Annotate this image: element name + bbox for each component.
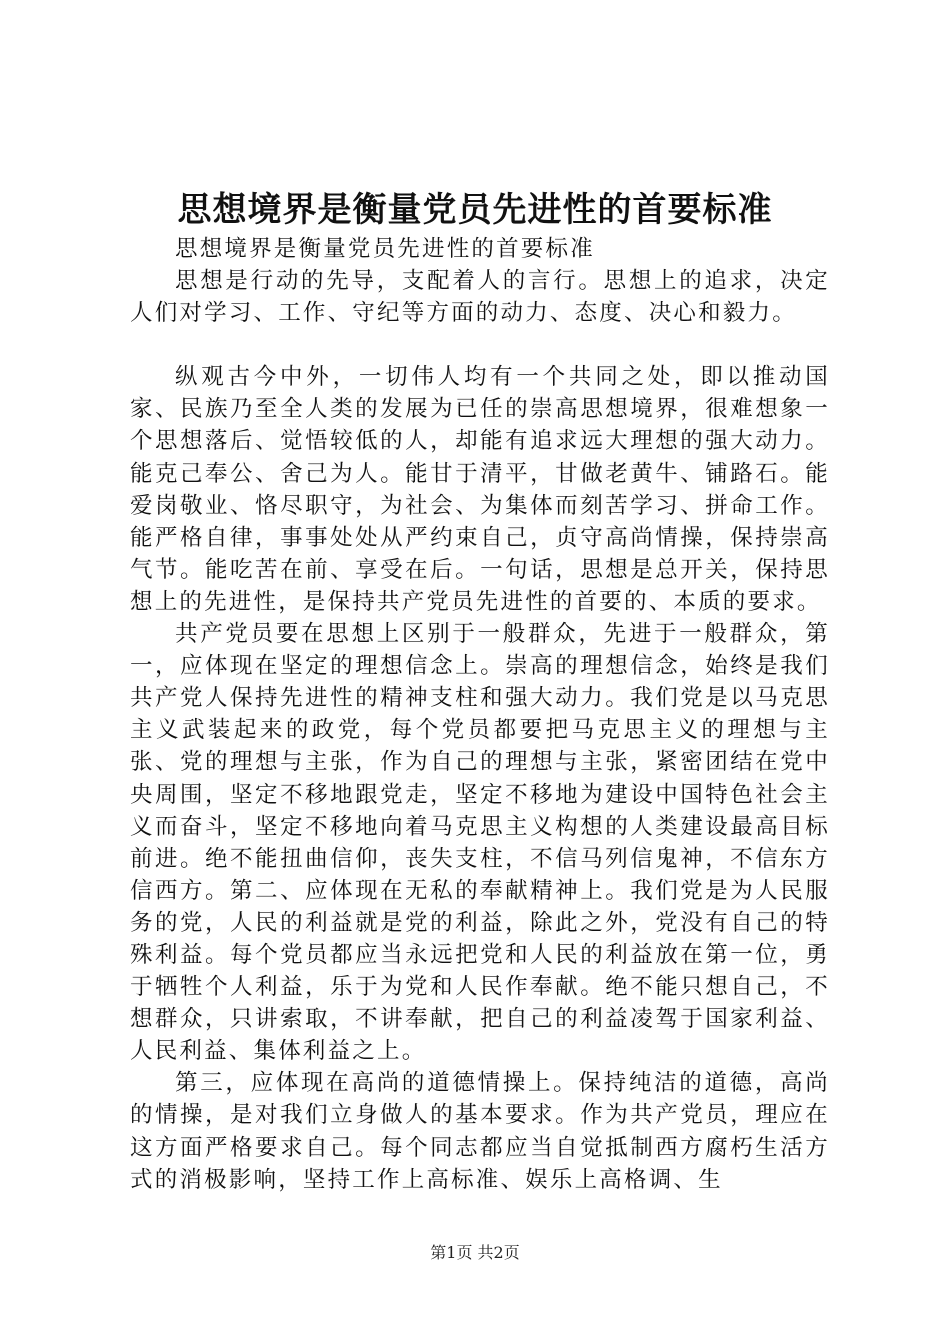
paragraph-great-people: 纵观古今中外，一切伟人均有一个共同之处，即以推动国家、民族乃至全人类的发展为已任的崇高思想境界，很难想象一个思想落后、觉悟较低的人，却能有追求远大理想的强大动力。能克己奉公、舍己为人。能甘于清平，甘做老黄牛、铺路石。能爱岗敬业、恪尽职守，为社会、为集体而刻苦学习、拼命工作。能严格自律，事事处处从严约束自己，贞守高尚情操，保持崇高气节。能吃苦在前、享受在后。一句话，思想是总开关，保持思想上的先进性，是保持共产党员先进性的首要的、本质的要求。 — [130, 364, 830, 615]
paragraph-intro: 思想是行动的先导，支配着人的言行。思想上的追求，决定人们对学习、工作、守纪等方面的动力、态度、决心和毅力。 — [130, 268, 830, 327]
page-number-footer: 第1页 共2页 — [430, 1243, 520, 1262]
paragraph-third: 第三，应体现在高尚的道德情操上。保持纯洁的道德，高尚的情操，是对我们立身做人的基本要求。作为共产党员，理应在这方面严格要求自己。每个同志都应当自觉抵制西方腐朽生活方式的消极影响，坚持工作上高标准、娱乐上高格调、生 — [130, 1070, 830, 1193]
paragraph-subtitle: 思想境界是衡量党员先进性的首要标准 — [175, 236, 595, 262]
document-title: 思想境界是衡量党员先进性的首要标准 — [177, 190, 773, 230]
document-body — [130, 233, 830, 1196]
paragraph-first-second: 共产党员要在思想上区别于一般群众，先进于一般群众，第一，应体现在坚定的理想信念上。崇高的理想信念，始终是我们共产党人保持先进性的精神支柱和强大动力。我们党是以马克思主义武装起来的政党，每个党员都要把马克思主义的理想与主张、党的理想与主张，作为自己的理想与主张，紧密团结在党中央周围，坚定不移地跟党走，坚定不移地为建设中国特色社会主义而奋斗，坚定不移地向着马克思主义构想的人类建设最高目标前进。绝不能扭曲信仰，丧失支柱，不信马列信鬼神，不信东方信西方。第二、应体现在无私的奉献精神上。我们党是为人民服务的党，人民的利益就是党的利益，除此之外，党没有自己的特殊利益。每个党员都应当永远把党和人民的利益放在第一位，勇于牺牲个人利益，乐于为党和人民作奉献。绝不能只想自己，不想群众，只讲索取，不讲奉献，把自己的利益凌驾于国家利益、人民利益、集体利益之上。 — [130, 621, 830, 1065]
